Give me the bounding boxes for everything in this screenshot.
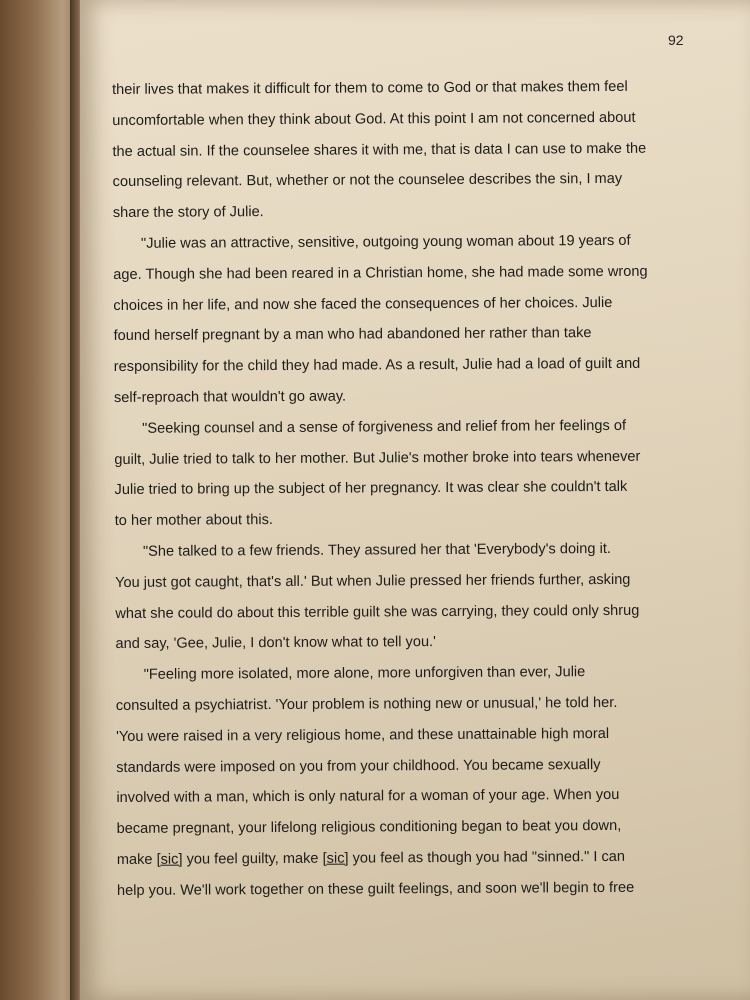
page-number: 92 (668, 32, 684, 48)
body-text (112, 71, 697, 906)
sic-line-word-2: you feel guilty, make (186, 850, 319, 868)
sic-line-word-3: you feel as though you had "sinned." I can (352, 848, 626, 867)
text-line: standards were imposed on you from your childhood. You became sexually (116, 756, 601, 776)
text-line: share the story of Julie. (112, 204, 264, 222)
text-line: self-reproach that wouldn't go away. (113, 388, 347, 406)
sic-line-word-1: make (116, 851, 153, 868)
text-line: uncomfortable when they think about God. At this point I am not concerned about (112, 109, 636, 129)
text-line: "She talked to a few friends. They assured her that 'Everybody's doing it. (142, 540, 611, 560)
text-line: "Feeling more isolated, more alone, more unforgiven than ever, Julie (143, 664, 586, 683)
text-line: 'You were raised in a very religious home, and these unattainable high moral (115, 725, 610, 745)
text-line: the actual sin. If the counselee shares it with me, that is data I can use to make the (112, 140, 647, 160)
text-line: Julie tried to bring up the subject of her pregnancy. It was clear she couldn't talk (114, 479, 628, 499)
text-line: their lives that makes it difficult for them to come to God or that makes them feel (112, 78, 628, 98)
text-line: to her mother about this. (114, 512, 273, 530)
text-line: what she could do about this terrible guilt she was carrying, they could only shrug (115, 602, 640, 622)
text-line: counseling relevant. But, whether or not the counselee describes the sin, I may (112, 171, 623, 191)
text-line: and say, 'Gee, Julie, I don't know what to tell you.' (115, 634, 436, 653)
text-line: age. Though she had been reared in a Christian home, she had made some wrong (113, 263, 648, 283)
text-line: "Julie was an attractive, sensitive, outgoing young woman about 19 years of (140, 232, 631, 252)
text-line-last: help you. We'll work together on these guilt feelings, and soon we'll begin to free (116, 879, 635, 899)
text-line: You just got caught, that's all.' But when Julie pressed her friends further, asking (115, 571, 631, 591)
text-line: became pregnant, your lifelong religious conditioning began to beat you down, (116, 818, 622, 838)
left-page-edge (0, 0, 78, 1000)
text-line: "Seeking counsel and a sense of forgiveness and relief from her feelings of (142, 417, 627, 437)
sic-marker-1: [sic] (156, 851, 183, 868)
text-lines (112, 71, 697, 844)
text-line: consulted a psychiatrist. 'Your problem is nothing new or unusual,' he told her. (115, 694, 618, 714)
text-line: involved with a man, which is only natural for a woman of your age. When you (116, 787, 620, 807)
text-line: choices in her life, and now she faced the consequences of her choices. Julie (113, 294, 613, 314)
sic-marker-2: [sic] (322, 850, 349, 867)
book-page (80, 0, 750, 1000)
text-line: responsibility for the child they had made. As a result, Julie had a load of guilt and (113, 355, 641, 376)
text-line-sic (117, 841, 697, 875)
text-line: found herself pregnant by a man who had abandoned her rather than take (113, 325, 592, 345)
text-line: guilt, Julie tried to talk to her mother. But Julie's mother broke into tears whenever (114, 448, 641, 468)
